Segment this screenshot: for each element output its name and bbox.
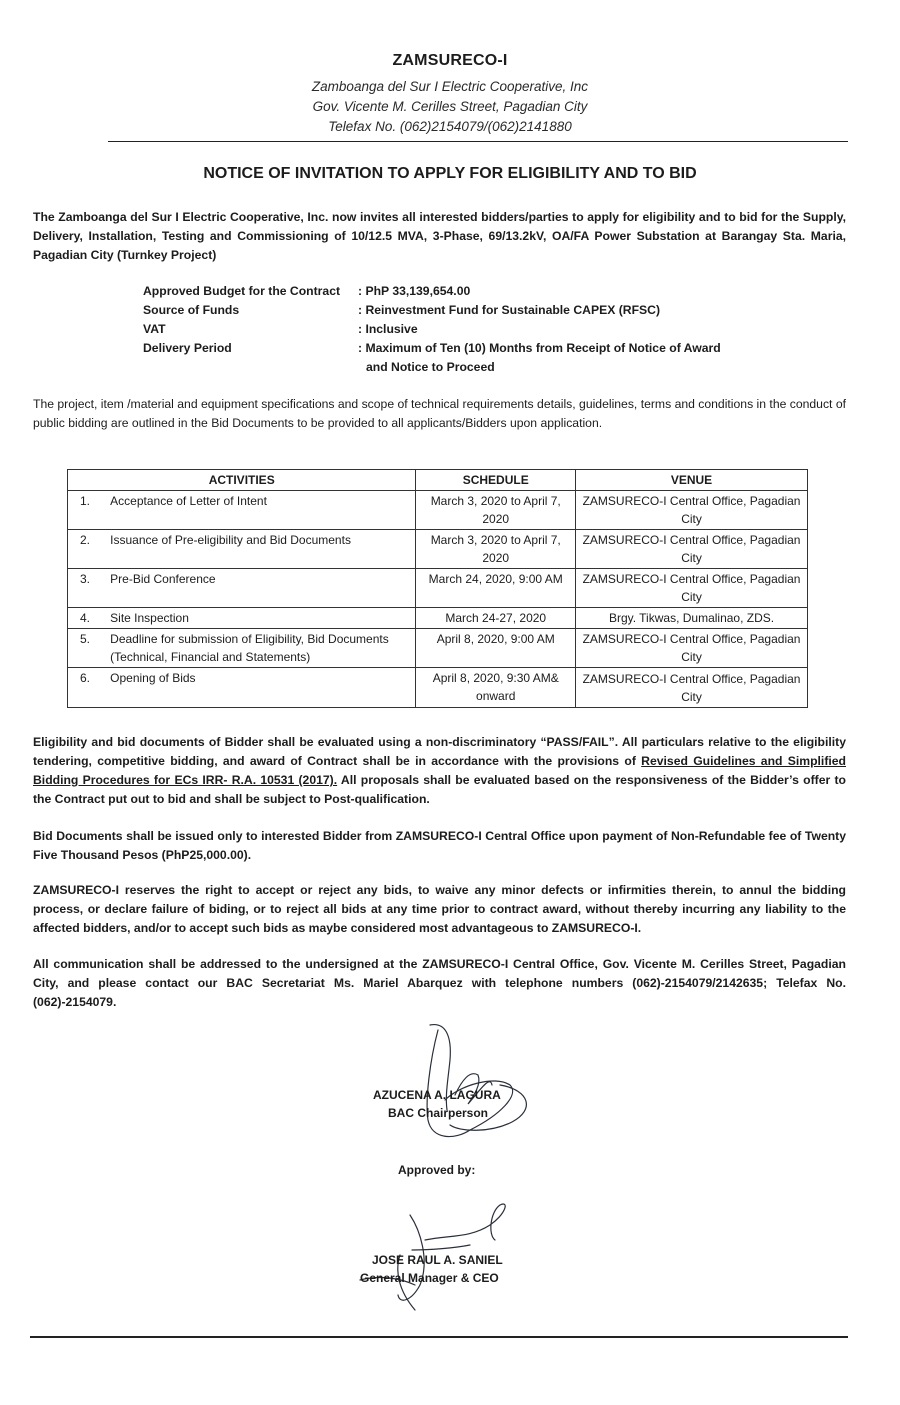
row-venue: ZAMSURECO-I Central Office, Pagadian City	[576, 629, 808, 668]
contact-paragraph: All communication shall be addressed to the undersigned at the ZAMSURECO-I Central Office, Gov. Vicente M. Cerilles Street, Pagadian City, and please contact our BAC Secretariat Ms. Mariel Abarquez with telephone numbers (062)-2154079/2142635; Telefax No. (062)-2154079.	[33, 957, 846, 1009]
budget-value: and Notice to Proceed	[366, 360, 495, 374]
signatory-2-position: General Manager & CEO	[360, 1271, 499, 1285]
row-number: 5.	[68, 629, 107, 668]
evaluation-text: Eligibility and bid documents of Bidder shall be evaluated using a non-discriminatory “PASS/FAIL”. All particulars relative to the eligibility tendering, competitive bidding, and award of Contract shall be in accordance with the provisions of	[33, 735, 846, 768]
signatory-1-name: AZUCENA A. LAGURA	[373, 1088, 501, 1102]
approved-by-label: Approved by:	[398, 1163, 476, 1177]
budget-value: : PhP 33,139,654.00	[358, 284, 471, 298]
row-activity: Issuance of Pre-eligibility and Bid Documents	[106, 530, 416, 569]
letterhead-org: ZAMSURECO-I	[392, 52, 508, 69]
signatory-2-name: JOSE RAUL A. SANIEL	[372, 1253, 503, 1267]
row-activity: Opening of Bids	[106, 668, 416, 708]
header-venue: VENUE	[576, 470, 808, 491]
guidelines-reference: Revised Guidelines and Simplified Bidding Procedures for ECs IRR- R.A. 10531 (2017).	[33, 754, 846, 787]
row-number: 4.	[68, 608, 107, 629]
row-activity: Deadline for submission of Eligibility, Bid Documents (Technical, Financial and Statements)	[106, 629, 416, 668]
letterhead-telefax: Telefax No. (062)2154079/(062)2141880	[328, 119, 572, 134]
row-venue: ZAMSURECO-I Central Office, Pagadian City	[576, 491, 808, 530]
notice-title: NOTICE OF INVITATION TO APPLY FOR ELIGIBILITY AND TO BID	[203, 165, 697, 182]
evaluation-text-cont: All proposals shall be evaluated based on the responsiveness of the Bidder’s offer to the Contract put out to bid and shall be subject to Post-qualification.	[33, 773, 847, 806]
row-schedule: March 24, 2020, 9:00 AM	[416, 569, 576, 608]
bid-fee-paragraph: Bid Documents shall be issued only to interested Bidder from ZAMSURECO-I Central Office upon payment of Non-Refundable fee of Twenty Five Thousand Pesos (PhP25,000.00).	[33, 829, 846, 862]
reservation-paragraph: ZAMSURECO-I reserves the right to accept or reject any bids, to waive any minor defects or infirmities therein, to annul the bidding process, or declare failure of biding, or to reject all bids at any time prior to contract award, without thereby incurring any liability to the affected bidders, and/or to accept such bids as maybe considered most advantageous to ZAMSURECO-I.	[33, 883, 846, 935]
row-schedule: April 8, 2020, 9:00 AM	[416, 629, 576, 668]
signatory-1-position: BAC Chairperson	[388, 1106, 489, 1120]
budget-label: Approved Budget for the Contract	[143, 284, 341, 298]
row-number: 1.	[68, 491, 107, 530]
budget-value: : Inclusive	[358, 322, 418, 336]
budget-label: Source of Funds	[143, 303, 240, 317]
letterhead-line-1: Zamboanga del Sur I Electric Cooperative, Inc	[311, 79, 589, 94]
letterhead-line-2: Gov. Vicente M. Cerilles Street, Pagadian City	[312, 99, 588, 114]
budget-label: VAT	[143, 322, 166, 336]
row-venue: ZAMSURECO-I Central Office, Pagadian City	[576, 668, 808, 708]
row-number: 3.	[68, 569, 107, 608]
row-schedule: March 3, 2020 to April 7, 2020	[416, 530, 576, 569]
row-schedule: April 8, 2020, 9:30 AM& onward	[416, 668, 576, 708]
row-activity: Acceptance of Letter of Intent	[106, 491, 416, 530]
row-activity: Site Inspection	[106, 608, 416, 629]
budget-value: : Reinvestment Fund for Sustainable CAPEX (RFSC)	[358, 303, 661, 317]
header-schedule: SCHEDULE	[416, 470, 576, 491]
row-number: 2.	[68, 530, 107, 569]
description-paragraph: The project, item /material and equipment specifications and scope of technical requirements details, guidelines, terms and conditions in the conduct of public bidding are outlined in the Bid Documents to be provided to all applicants/Bidders upon application.	[33, 397, 846, 430]
footer-divider	[30, 1336, 848, 1338]
row-schedule: March 24-27, 2020	[416, 608, 576, 629]
budget-label: Delivery Period	[143, 341, 232, 355]
budget-value: : Maximum of Ten (10) Months from Receipt of Notice of Award	[358, 341, 721, 355]
row-number: 6.	[68, 668, 107, 708]
intro-paragraph: The Zamboanga del Sur I Electric Cooperative, Inc. now invites all interested bidders/parties to apply for eligibility and to bid for the Supply, Delivery, Installation, Testing and Commissioning of 10/12.5 MVA, 3-Phase, 69/13.2kV, OA/FA Power Substation at Barangay Sta. Maria, Pagadian City (Turnkey Project)	[33, 210, 846, 262]
row-venue: Brgy. Tikwas, Dumalinao, ZDS.	[576, 608, 808, 629]
row-venue: ZAMSURECO-I Central Office, Pagadian City	[576, 530, 808, 569]
row-schedule: March 3, 2020 to April 7, 2020	[416, 491, 576, 530]
header-activities: ACTIVITIES	[68, 470, 416, 491]
row-venue: ZAMSURECO-I Central Office, Pagadian City	[576, 569, 808, 608]
row-activity: Pre-Bid Conference	[106, 569, 416, 608]
